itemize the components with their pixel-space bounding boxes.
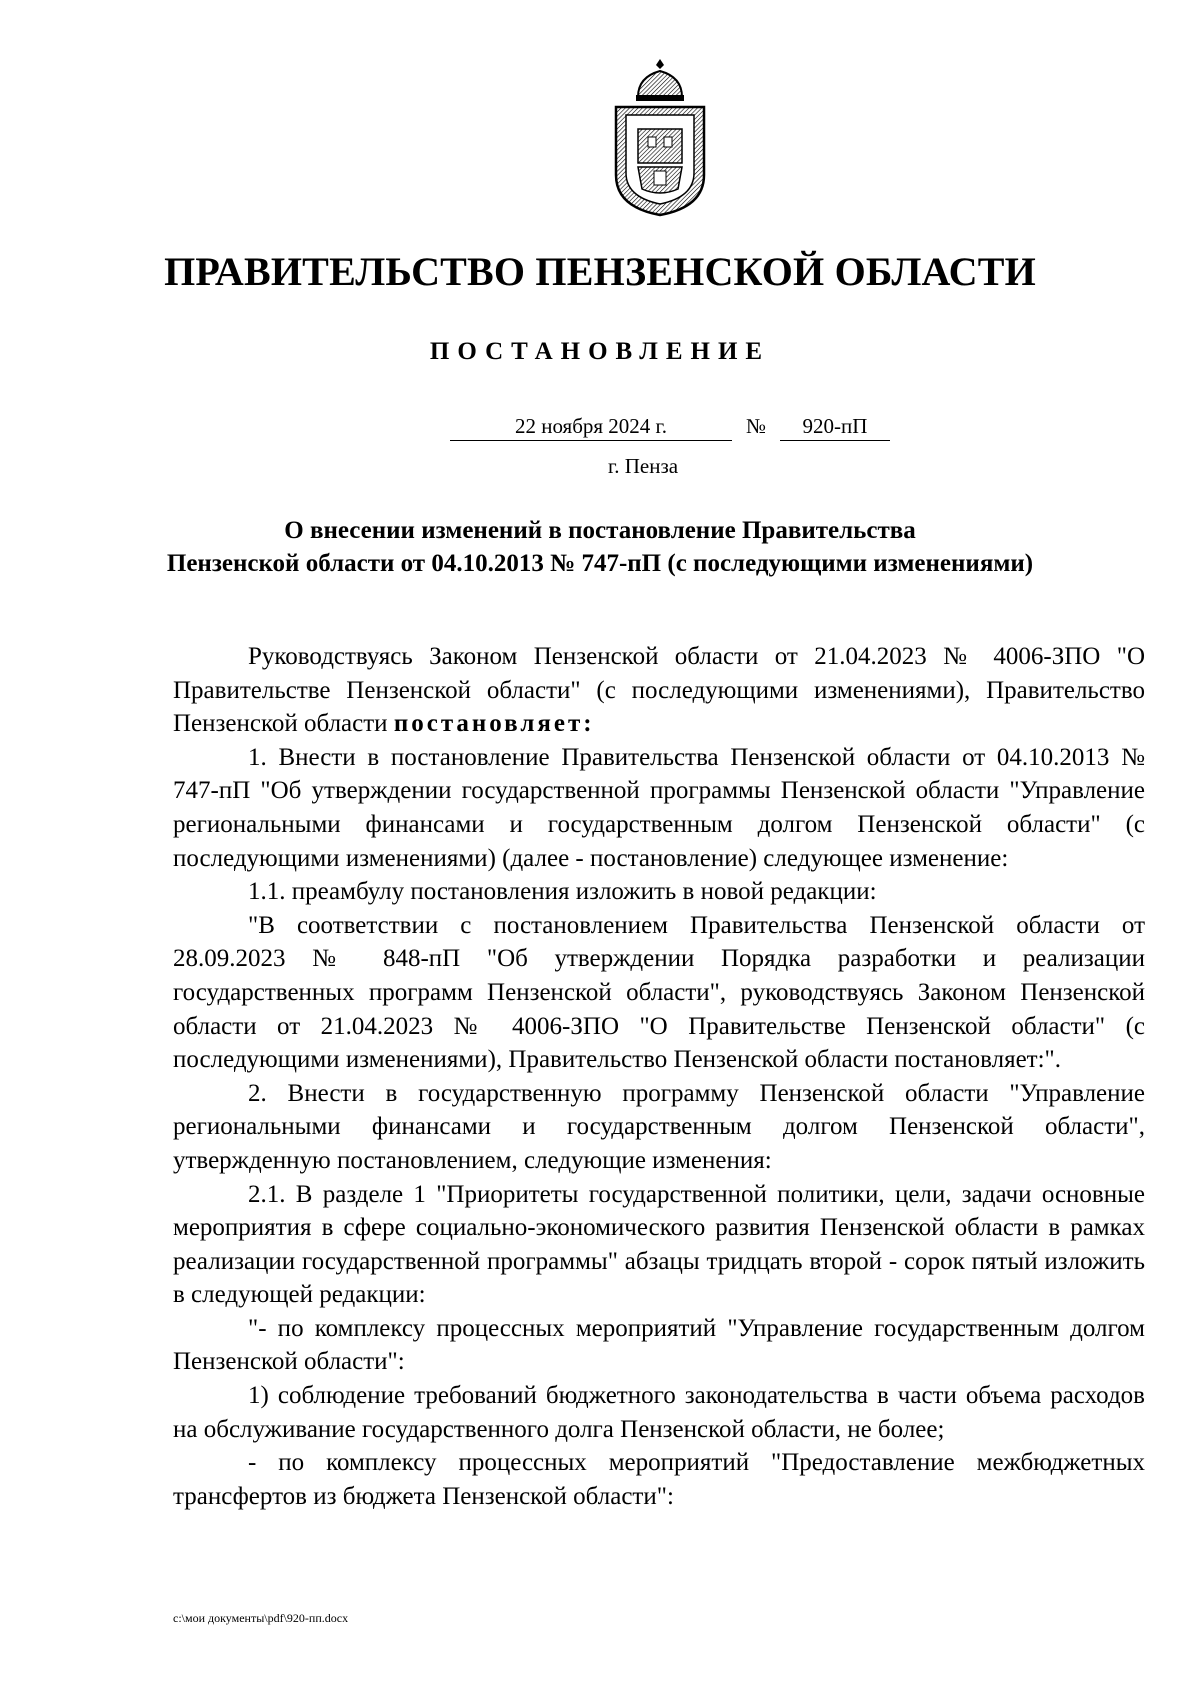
preamble-text: Руководствуясь Законом Пензенской области от 21.04.2023 № 4006-ЗПО "О Правительстве Пензенской области" (с последующими изменениями), Правительство Пензенской области	[173, 643, 1145, 738]
paragraph-complex-debt: "- по комплексу процессных мероприятий "Управление государственным долгом Пензенской области":	[173, 1314, 1145, 1376]
document-type: ПОСТАНОВЛЕНИЕ	[429, 338, 771, 365]
file-path-footer: c:\мои документы\pdf\920-пп.docx	[173, 1611, 349, 1625]
paragraph-quote-preamble: "В соответствии с постановлением Правительства Пензенской области от 28.09.2023 № 848-пП "Об утверждении Порядка разработки и реализации государственных программ Пензенской области", руководствуясь Законом Пензенской области от 21.04.2023 № 4006-ЗПО "О Правительстве Пензенской области" (с последующими изменениями), Правительство Пензенской области постановляет:".	[173, 911, 1145, 1074]
document-body	[173, 640, 1145, 1513]
organization-title: ПРАВИТЕЛЬСТВО ПЕНЗЕНСКОЙ ОБЛАСТИ	[164, 249, 1036, 294]
paragraph-item-1: 1) соблюдение требований бюджетного законодательства в части объема расходов на обслуживание государственного долга Пензенской области, не более;	[173, 1382, 1145, 1443]
document-number: 920-пП	[780, 414, 890, 441]
subject-line-2: Пензенской области от 04.10.2013 № 747-пП (с последующими изменениями)	[166, 550, 1034, 577]
paragraph-2: 2. Внести в государственную программу Пензенской области "Управление региональными финансами и государственным долгом Пензенской области", утвержденную постановлением, следующие изменения:	[173, 1079, 1145, 1174]
paragraph-complex-transfers: - по комплексу процессных мероприятий "Предоставление межбюджетных трансфертов из бюджета Пензенской области":	[173, 1449, 1145, 1510]
document-subject	[0, 514, 1200, 580]
paragraph-1-1: 1.1. преамбулу постановления изложить в новой редакции:	[248, 878, 877, 906]
number-sign: №	[746, 414, 767, 438]
resolves-emphasis: постановляет:	[393, 710, 595, 738]
date-number-line	[450, 414, 890, 444]
document-date: 22 ноября 2024 г.	[450, 414, 732, 441]
city: г. Пенза	[608, 454, 679, 478]
paragraph-preamble	[173, 640, 1145, 741]
subject-line-1: О внесении изменений в постановление Правительства	[284, 517, 916, 544]
paragraph-2-1: 2.1. В разделе 1 "Приоритеты государственной политики, цели, задачи основные мероприятия в сфере социально-экономического развития Пензенской области в рамках реализации государственной программы" абзацы тридцать второй - сорок пятый изложить в следующей редакции:	[173, 1180, 1145, 1309]
paragraph-1: 1. Внести в постановление Правительства Пензенской области от 04.10.2013 № 747-пП "Об утверждении государственной программы Пензенской области "Управление региональными финансами и государственным долгом Пензенской области" (с последующими изменениями) (далее - постановление) следующее изменение:	[173, 743, 1145, 872]
coat-of-arms-emblem-icon	[608, 57, 712, 217]
